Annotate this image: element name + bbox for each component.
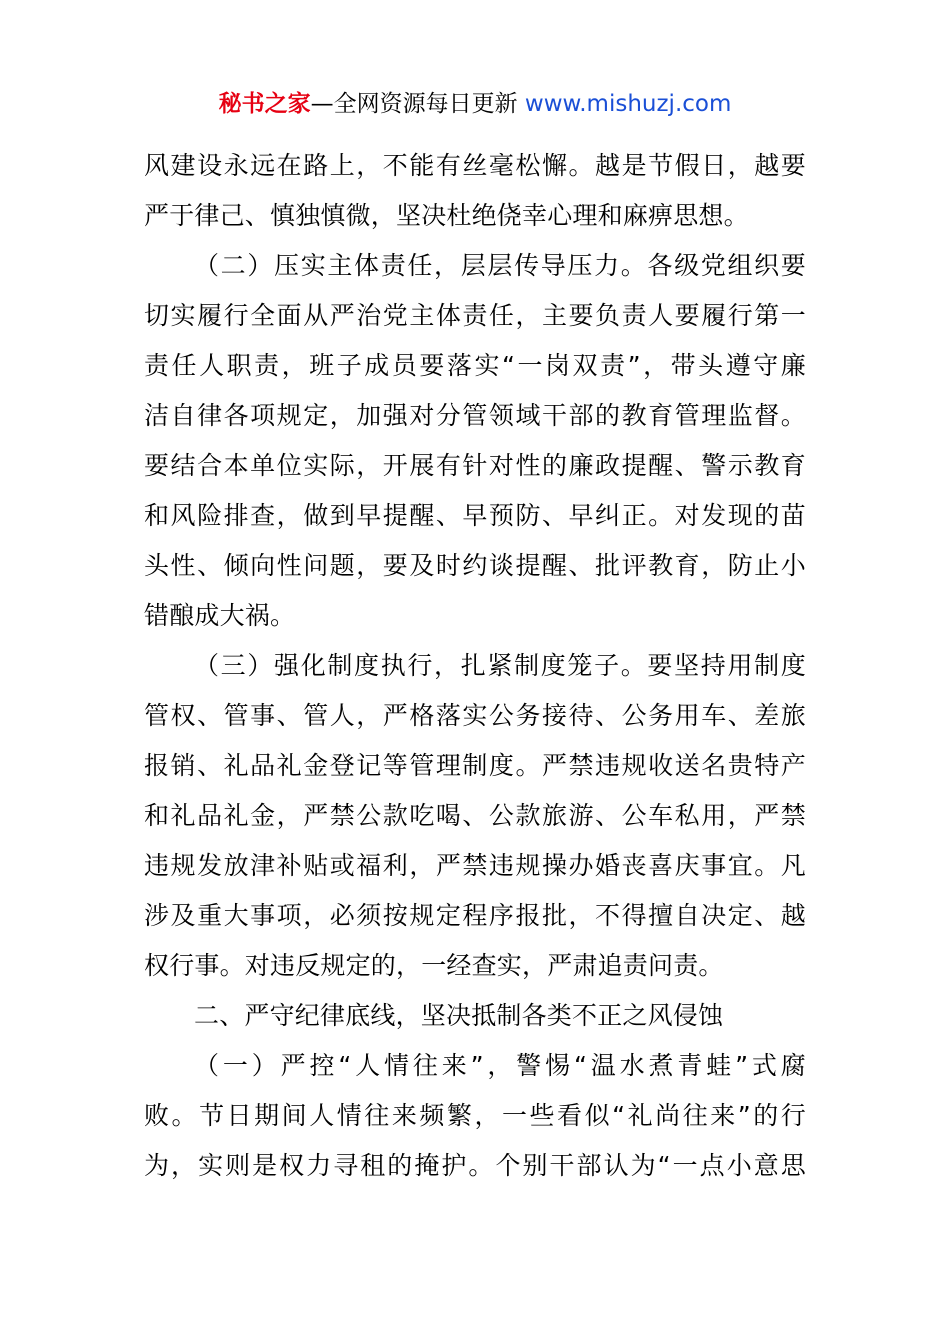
paragraph-line: 头性、倾向性问题，要及时约谈提醒、批评教育，防止小: [144, 551, 806, 580]
paragraph-line: 和风险排查，做到早提醒、早预防、早纠正。对发现的苗: [144, 501, 806, 530]
paragraph-line: 报销、礼品礼金登记等管理制度。严禁违规收送名贵特产: [144, 751, 806, 780]
paragraph-line: （三）强化制度执行，扎紧制度笼子。要坚持用制度: [194, 651, 806, 680]
paragraph-line: （二）压实主体责任，层层传导压力。各级党组织要: [194, 251, 806, 280]
document-body: [144, 141, 806, 1191]
paragraph-line: 和礼品礼金，严禁公款吃喝、公款旅游、公车私用，严禁: [144, 801, 806, 830]
paragraph-line: 权行事。对违反规定的，一经查实，严肃追责问责。: [144, 951, 724, 980]
paragraph-line: 败。节日期间人情往来频繁，一些看似“礼尚往来”的行: [144, 1101, 806, 1130]
paragraph-line: 切实履行全面从严治党主体责任，主要负责人要履行第一: [144, 301, 806, 330]
paragraph-line: 洁自律各项规定，加强对分管领域干部的教育管理监督。: [144, 401, 806, 430]
paragraph-line: 错酿成大祸。: [144, 601, 296, 630]
paragraph-line: 要结合本单位实际，开展有针对性的廉政提醒、警示教育: [144, 451, 806, 480]
paragraph-line: 为，实则是权力寻租的掩护。个别干部认为“一点小意思: [144, 1151, 806, 1180]
paragraph-line: 责任人职责，班子成员要落实“一岗双责”，带头遵守廉: [144, 351, 806, 380]
brand-name: 秘书之家: [218, 91, 311, 117]
paragraph-line: 违规发放津补贴或福利，严禁违规操办婚丧喜庆事宜。凡: [144, 851, 806, 880]
paragraph-line: 风建设永远在路上，不能有丝毫松懈。越是节假日，越要: [144, 151, 806, 180]
header-tagline: —全网资源每日更新: [310, 91, 525, 117]
header-url[interactable]: www.mishuzj.com: [524, 91, 732, 117]
paragraph-line: 严于律己、慎独慎微，坚决杜绝侥幸心理和麻痹思想。: [144, 201, 749, 230]
section-heading: 二、严守纪律底线，坚决抵制各类不正之风侵蚀: [194, 1001, 724, 1030]
paragraph-line: （一）严控“人情往来”，警惕“温水煮青蛙”式腐: [194, 1051, 806, 1080]
paragraph-line: 涉及重大事项，必须按规定程序报批，不得擅自决定、越: [144, 901, 806, 930]
document-header: [0, 86, 950, 122]
paragraph-line: 管权、管事、管人，严格落实公务接待、公务用车、差旅: [144, 701, 806, 730]
